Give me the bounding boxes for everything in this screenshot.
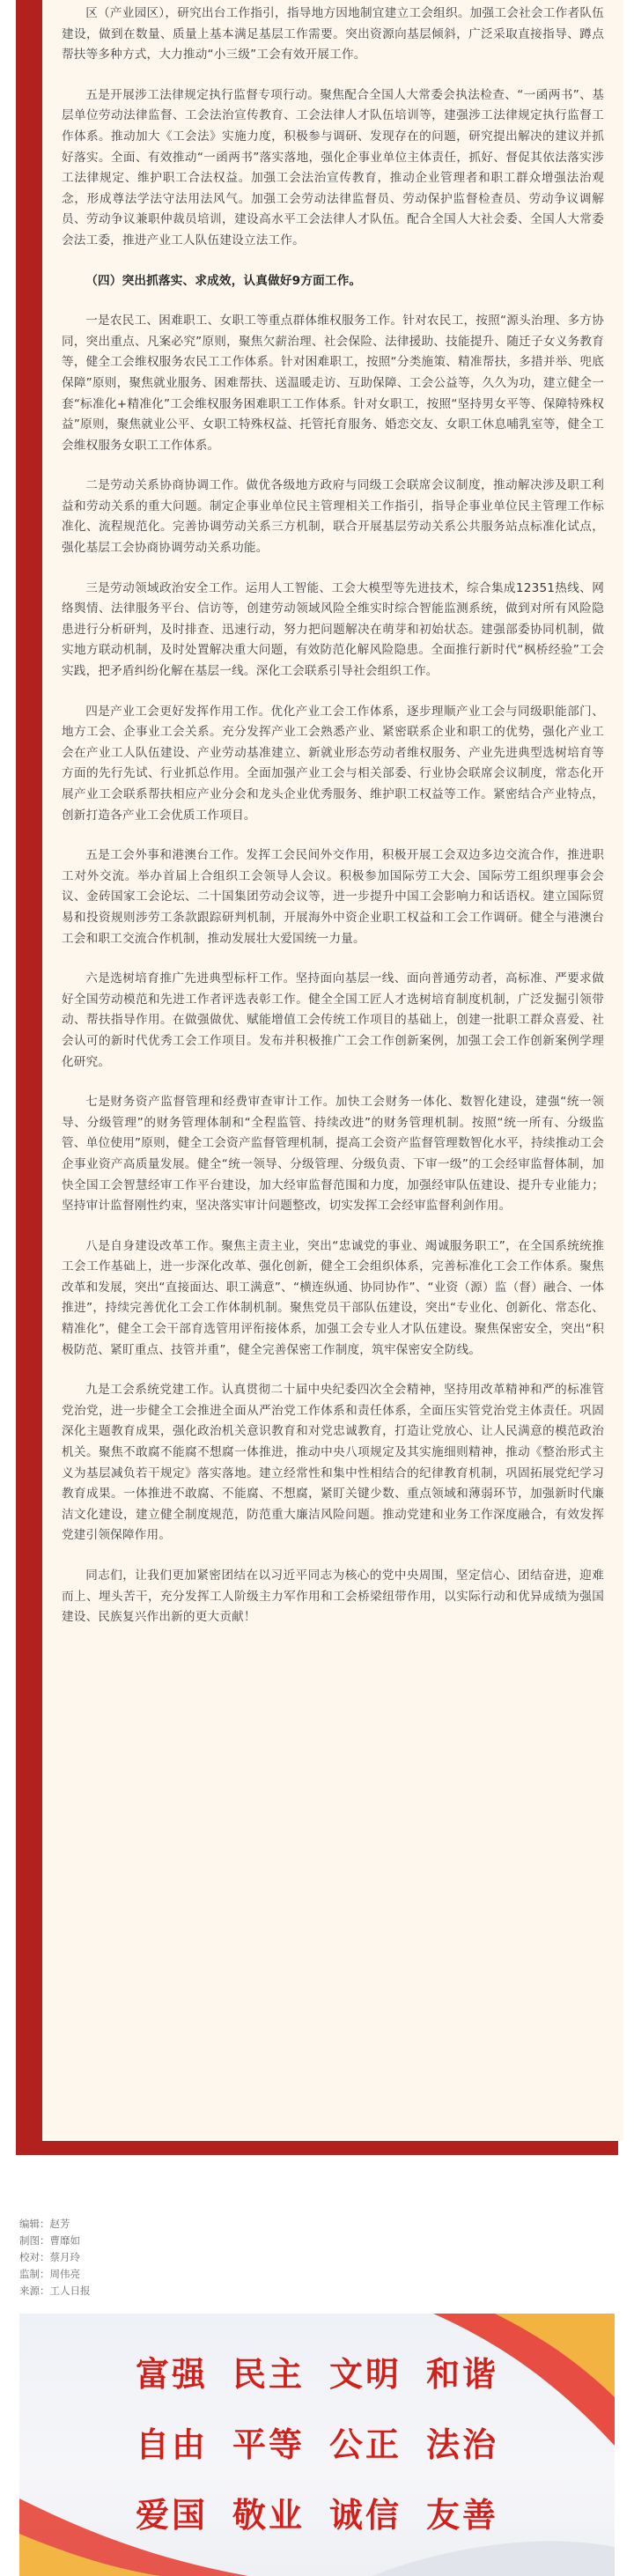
credit-graphics: 制图：曹靡如 bbox=[19, 2234, 80, 2247]
paragraph: 三是劳动领域政治安全工作。运用人工智能、工会大模型等先进技术，综合集成12351热线、网络舆情、法律服务平台、信访等，创建劳动领域风险全维实时综合智能监测系统，做到对所有风险隐患进行分析研判，及时排查、迅速行动，努力把问题解决在萌芽和初始状态。建强部委协同机制，做实地方联动机制，及时处置解决重大问题，有效防范化解风险隐患。全面推行新时代“枫桥经验”工会实践，把矛盾纠纷化解在基层一线。深化工会联系引导社会组织工作。 bbox=[62, 580, 604, 679]
value-word: 富强 bbox=[135, 2354, 208, 2394]
value-word: 民主 bbox=[232, 2354, 305, 2394]
article-frame bbox=[16, 0, 618, 2155]
credit-proofreader: 校对：蔡月玲 bbox=[19, 2251, 80, 2263]
paragraph: 七是财务资产监督管理和经费审查审计工作。加快工会财务一体化、数智化建设，建强“统一领导、分级管理”的财务管理体制和“全程监管、持续改进”的财务管理机制。按照“统一所有、分级监管、单位使用”原则，健全工会资产监督管理机制，提高工会资产监督管理数智化水平，持续推动工会企事业资产高质量发展。健全“统一领导、分级管理、分级负责、下审一级”的工会经审监督体制，加快全国工会智慧经审工作平台建设，加大经审监督范围和力度，加强经审队伍建设、提升专业能力；坚持审计监督刚性约束，坚决落实审计问题整改，切实发挥工会经审监督利剑作用。 bbox=[62, 1095, 604, 1214]
value-word: 法治 bbox=[426, 2425, 499, 2464]
value-word: 敬业 bbox=[232, 2495, 305, 2535]
credit-supervisor: 监制：周伟亮 bbox=[19, 2268, 80, 2280]
value-word: 平等 bbox=[232, 2425, 305, 2464]
paragraph: 九是工会系统党建工作。认真贯彻二十届中央纪委四次全会精神，坚持用改革精神和严的标准管党治党，进一步健全工会推进全面从严治党工作体系和责任体系，全面压实管党治党主体责任。巩固深化主题教育成果，强化政治机关意识教育和对党忠诚教育，打造让党放心、让人民满意的模范政治机关。聚焦不敢腐不能腐不想腐一体推进，推动中央八项规定及其实施细则精神，推动《整治形式主义为基层减负若干规定》落实落地。建立经常性和集中性相结合的纪律教育机制，巩固拓展党纪学习教育成果。一体推进不敢腐、不能腐、不想腐，紧盯关键少数、重点领域和薄弱环节，加强新时代廉洁文化建设，建立健全制度规范，防范重大廉洁风险问题。推动党建和业务工作深度融合，有效发挥党建引领保障作用。 bbox=[62, 1383, 604, 1543]
core-values-banner bbox=[19, 2314, 615, 2576]
value-word: 爱国 bbox=[135, 2495, 208, 2535]
closing-paragraph: 同志们，让我们更加紧密团结在以习近平同志为核心的党中央周围，坚定信心、团结奋进，迎难而上、埋头苦干，充分发挥工人阶级主力军作用和工会桥梁纽带作用，以实际行动和优异成绩为强国建设、民族复兴作出新的更大贡献！ bbox=[62, 1568, 604, 1625]
values-row-1 bbox=[19, 2347, 615, 2395]
paragraph: 六是选树培育推广先进典型标杆工作。坚持面向基层一线、面向普通劳动者，高标准、严要求做好全国劳动模范和先进工作者评选表彰工作。健全全国工匠人才选树培育制度机制，广泛发掘引领带动、帮扶指导作用。在做强做优、赋能增值工会传统工作项目的基础上，创建一批职工群众喜爱、社会认可的新时代优秀工会工作项目。发布并积极推广工会工作创新案例，加强工会工作创新案例学理化研究。 bbox=[62, 971, 604, 1069]
credit-source: 来源：工人日报 bbox=[19, 2284, 91, 2297]
values-row-2 bbox=[19, 2417, 615, 2466]
value-word: 友善 bbox=[426, 2495, 499, 2535]
paragraph: 五是开展涉工法律规定执行监督专项行动。聚焦配合全国人大常委会执法检查、“一函两书”、基层单位劳动法律监督、工会法治宣传教育、工会法律人才队伍培训等，建强涉工法律规定执行监督工作体系。推动加大《工会法》实施力度，积极参与调研、发现存在的问题，研究提出解决的建议并抓好落实。全面、有效推动“一函两书”落实落地，强化企事业单位主体责任，抓好、督促其依法落实涉工法律规定、维护职工合法权益。加强工会法治宣传教育，推动企业管理者和职工群众增强法治观念，形成尊法学法守法用法风气。加强工会劳动法律监督员、劳动保护监督检查员、劳动争议调解员、劳动争议兼职仲裁员培训，建设高水平工会法律人才队伍。配合全国人大社会委、全国人大常委会法工委，推进产业工人队伍建设立法工作。 bbox=[62, 87, 604, 247]
paragraph: 二是劳动关系协商协调工作。做优各级地方政府与同级工会联席会议制度，推动解决涉及职工利益和劳动关系的重大问题。制定企事业单位民主管理相关工作指引，指导企事业单位民主管理工作标准化、流程规范化。完善协调劳动关系三方机制，联合开展基层劳动关系公共服务站点标准化试点，强化基层工会协商协调劳动关系功能。 bbox=[62, 478, 604, 556]
value-word: 自由 bbox=[135, 2425, 208, 2464]
credit-editor: 编辑：赵芳 bbox=[19, 2218, 70, 2230]
paragraph: 八是自身建设改革工作。聚焦主责主业，突出“忠诚党的事业、竭诚服务职工”，在全国系统统推工会工作基础上，进一步深化改革、强化创新，健全工会组织体系，完善标准化工会工作体系。聚焦改革和发展，突出“直接面达、职工满意”、“横连纵通、协同协作”、“业资（源）监（督）融合、一体推进”，持续完善优化工会工作体制机制。聚焦党员干部队伍建设，突出“专业化、创新化、常态化、精准化”，健全工会干部育选管用评衔接体系，加强工会专业人才队伍建设。聚焦保密安全，突出“积极防范、紧盯重点、技管并重”，健全完善保密工作制度，筑牢保密安全防线。 bbox=[62, 1238, 604, 1357]
paragraph: 五是工会外事和港澳台工作。发挥工会民间外交作用，积极开展工会双边多边交流合作，推进职工对外交流。举办首届上合组织工会领导人会议。积极参加国际劳工大会、国际劳工组织理事会会议、金砖国家工会论坛、二十国集团劳动会议等，进一步提升中国工会影响力和话语权。建立国际贸易和投资规则涉劳工条款跟踪研判机制，开展海外中资企业职工权益和工会工作调研。健全与港澳台工会和职工交流合作机制，推动发展壮大爱国统一力量。 bbox=[62, 848, 604, 946]
paragraph: 一是农民工、困难职工、女职工等重点群体维权服务工作。针对农民工，按照“源头治理、多方协同，突出重点、凡案必究”原则，聚焦欠薪治理、社会保险、法律援助、技能提升、随迁子女义务教育等，健全工会维权服务农民工工作体系。针对困难职工，按照“分类施策、精准帮扶，多措并举、兜底保障”原则，聚焦就业服务、困难帮扶、送温暖走访、互助保障、工会公益等，久久为功，建立健全一套“标准化+精准化”工会维权服务困难职工工作体系。针对女职工，按照“坚持男女平等、保障特殊权益”原则，聚焦就业公平、女职工特殊权益、托管托育服务、婚恋交友、女职工休息哺乳室等，健全工会维权服务女职工工作体系。 bbox=[62, 314, 604, 453]
values-row-3 bbox=[19, 2488, 615, 2536]
value-word: 文明 bbox=[329, 2354, 402, 2394]
editorial-credits bbox=[19, 2216, 284, 2299]
value-word: 和谐 bbox=[426, 2354, 499, 2394]
value-word: 诚信 bbox=[329, 2495, 402, 2535]
paragraph: 区（产业园区），研究出台工作指引，指导地方因地制宜建立工会组织。加强工会社会工作者队伍建设，做到在数量、质量上基本满足基层工作需要。突出资源向基层倾斜，广泛采取直接指导、蹲点帮扶等多种方式，大力推动“小三级”工会有效开展工作。 bbox=[62, 6, 604, 63]
section-heading: （四）突出抓落实、求成效，认真做好9方面工作。 bbox=[85, 273, 362, 288]
article-body bbox=[42, 0, 623, 2141]
value-word: 公正 bbox=[329, 2425, 402, 2464]
paragraph: 四是产业工会更好发挥作用工作。优化产业工会工作体系，逐步理顺产业工会与同级职能部门、地方工会、企事业工会关系。充分发挥产业工会熟悉产业、紧密联系企业和职工的优势，强化产业工会在产业工人队伍建设、产业劳动基准建立、新就业形态劳动者维权服务、产业先进典型选树培育等方面的先行先试、行业抓总作用。全面加强产业工会与相关部委、行业协会联席会议制度，常态化开展产业工会联系帮扶相应产业分会和龙头企业优秀服务、维护职工权益等工作。紧密结合产业特点，创新打造各产业工会优质工作项目。 bbox=[62, 704, 604, 823]
